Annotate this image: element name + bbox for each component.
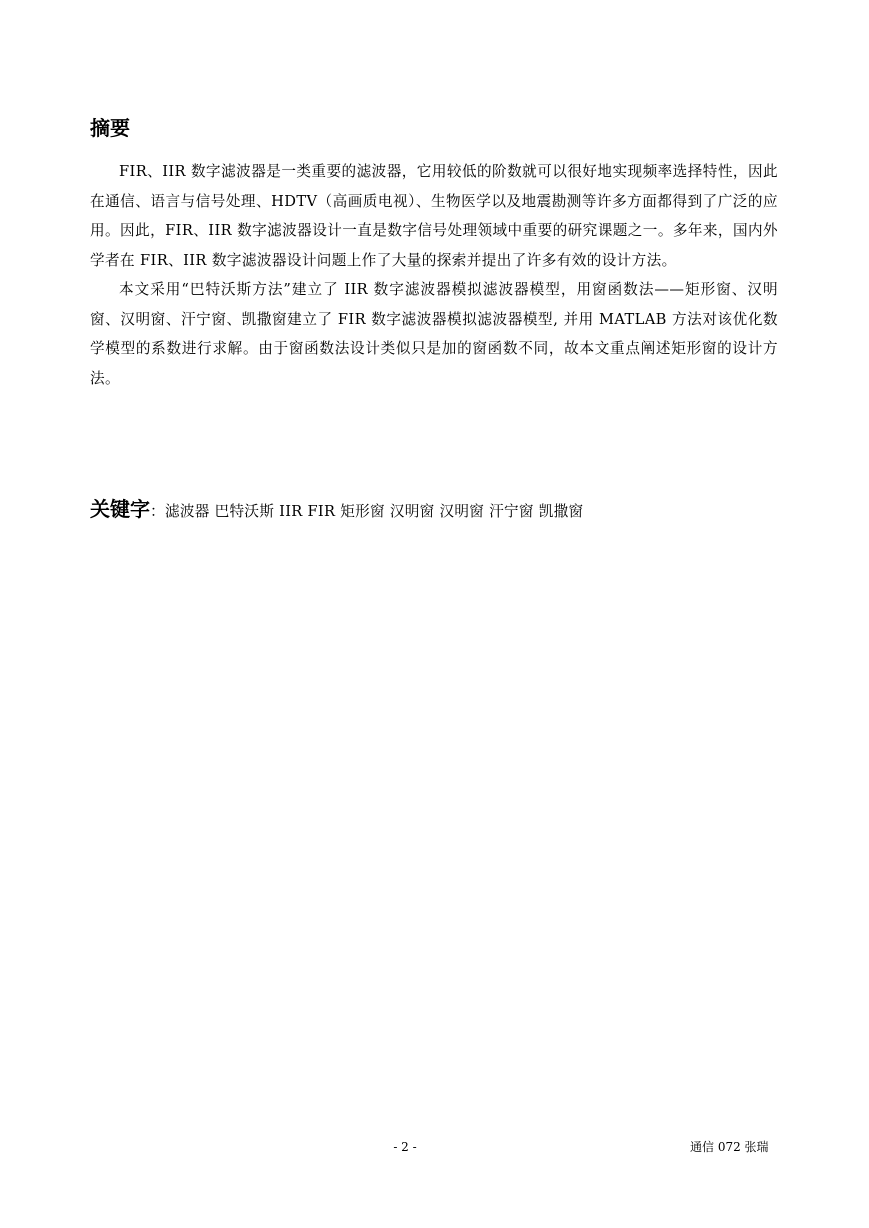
keywords-colon: ： xyxy=(150,502,166,520)
abstract-paragraph-2: 本文采用“巴特沃斯方法”建立了 IIR 数字滤波器模拟滤波器模型，用窗函数法——矩形窗、汉明窗、汉明窗、汗宁窗、凯撒窗建立了 FIR 数字滤波器模拟滤波器模型, 并用 MATLAB 方法对该优化数学模型的系数进行求解。由于窗函数法设计类似只是加的窗函数不同，故本文重点阐述矩形窗的设计方法。 xyxy=(90,281,778,387)
footer-author: 通信 072 张瑞 xyxy=(690,1140,769,1154)
keywords-label: 关键字 xyxy=(90,497,150,521)
abstract-paragraph-1: FIR、IIR 数字滤波器是一类重要的滤波器，它用较低的阶数就可以很好地实现频率选择特性，因此在通信、语言与信号处理、HDTV（高画质电视）、生物医学以及地震勘测等许多方面都得到了广泛的应用。因此，FIR、IIR 数字滤波器设计一直是数字信号处理领域中重要的研究课题之一。多年来，国内外学者在 FIR、IIR 数字滤波器设计问题上作了大量的探索并提出了许多有效的设计方法。 xyxy=(90,163,778,269)
abstract-body xyxy=(90,157,778,393)
keywords-line xyxy=(90,494,790,527)
keywords-list: 滤波器 巴特沃斯 IIR FIR 矩形窗 汉明窗 汉明窗 汗宁窗 凯撒窗 xyxy=(165,503,584,520)
abstract-heading: 摘要 xyxy=(90,116,130,140)
page-number: - 2 - xyxy=(393,1140,417,1154)
